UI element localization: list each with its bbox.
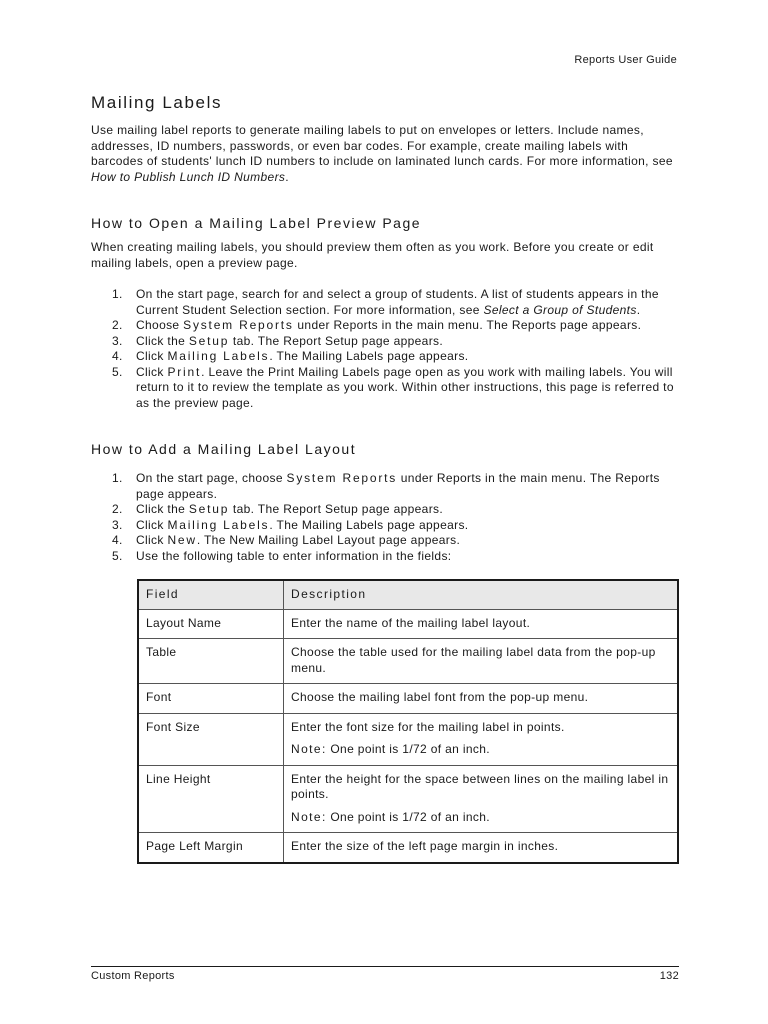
table-row — [138, 609, 678, 639]
list-item: 5. Click Print. Leave the Print Mailing Labels page open as you work with mailing labels. You will return to it to review the template as you work. Within other instructions, this page is referred to as the preview page. — [112, 364, 674, 410]
add-layout-steps-list — [91, 471, 679, 564]
table-row — [138, 684, 678, 714]
description-cell: Enter the name of the mailing label layout. — [284, 609, 679, 639]
preview-paragraph: When creating mailing labels, you should preview them often as you work. Before you create or edit mailing labels, open a preview page. — [91, 240, 654, 270]
running-header: Reports User Guide — [574, 54, 677, 66]
field-cell: Line Height — [138, 765, 284, 833]
list-item: 2. Click the Setup tab. The Report Setup page appears. — [112, 502, 444, 516]
section-heading-open-preview: How to Open a Mailing Label Preview Page — [91, 215, 422, 231]
fields-table — [137, 579, 679, 864]
table-header-row — [138, 580, 678, 609]
field-cell: Layout Name — [138, 609, 284, 639]
preview-steps-list — [91, 287, 679, 411]
list-item: 4. Click New. The New Mailing Label Layout page appears. — [112, 533, 461, 547]
list-item: 2. Choose System Reports under Reports in the main menu. The Reports page appears. — [112, 318, 642, 332]
note: Note: One point is 1/72 of an inch. — [291, 742, 490, 756]
list-item: 1. On the start page, search for and select a group of students. A list of students appears in the Current Student Selection section. For more information, see Select a Group of Students. — [112, 287, 659, 317]
list-item: 4. Click Mailing Labels. The Mailing Labels page appears. — [112, 349, 469, 363]
list-item: 5. Use the following table to enter information in the fields: — [112, 548, 452, 563]
link-publish-lunch-ids[interactable]: How to Publish Lunch ID Numbers — [91, 169, 286, 184]
description-cell: Enter the size of the left page margin in inches. — [284, 833, 679, 863]
section-heading-add-layout: How to Add a Mailing Label Layout — [91, 441, 357, 457]
description-cell: Enter the font size for the mailing label in points. Note: One point is 1/72 of an inch. — [284, 713, 679, 765]
note: Note: One point is 1/72 of an inch. — [291, 809, 490, 824]
footer-section-title: Custom Reports — [91, 970, 175, 982]
page-content — [91, 93, 679, 864]
section-heading-mailing-labels: Mailing Labels — [91, 93, 223, 112]
field-cell: Font — [138, 684, 284, 714]
table-row — [138, 639, 678, 684]
field-cell: Font Size — [138, 713, 284, 765]
description-cell: Enter the height for the space between lines on the mailing label in points. Note: One point is 1/72 of an inch. — [284, 765, 679, 833]
page-footer — [91, 966, 679, 982]
page-number: 132 — [659, 970, 679, 982]
field-cell: Table — [138, 639, 284, 684]
description-cell: Choose the table used for the mailing label data from the pop-up menu. — [284, 639, 679, 684]
table-row — [138, 713, 678, 765]
table-row — [138, 765, 678, 833]
list-item: 1. On the start page, choose System Reports under Reports in the main menu. The Reports page appears. — [112, 471, 660, 501]
field-cell: Page Left Margin — [138, 833, 284, 863]
intro-paragraph: Use mailing label reports to generate mailing labels to put on envelopes or letters. Include names, addresses, ID numbers, passwords, or even bar codes. For example, create mailing labels with barcodes of students' lunch ID numbers to include on laminated lunch cards. For more information, see How to Publish Lunch ID Numbers. — [91, 123, 673, 184]
link-select-group[interactable]: Select a Group of Students — [483, 302, 637, 317]
column-header-description: Description — [284, 580, 679, 609]
description-cell: Choose the mailing label font from the pop-up menu. — [284, 684, 679, 714]
list-item: 3. Click the Setup tab. The Report Setup page appears. — [112, 333, 444, 348]
table-row — [138, 833, 678, 863]
column-header-field: Field — [138, 580, 284, 609]
list-item: 3. Click Mailing Labels. The Mailing Labels page appears. — [112, 517, 469, 532]
